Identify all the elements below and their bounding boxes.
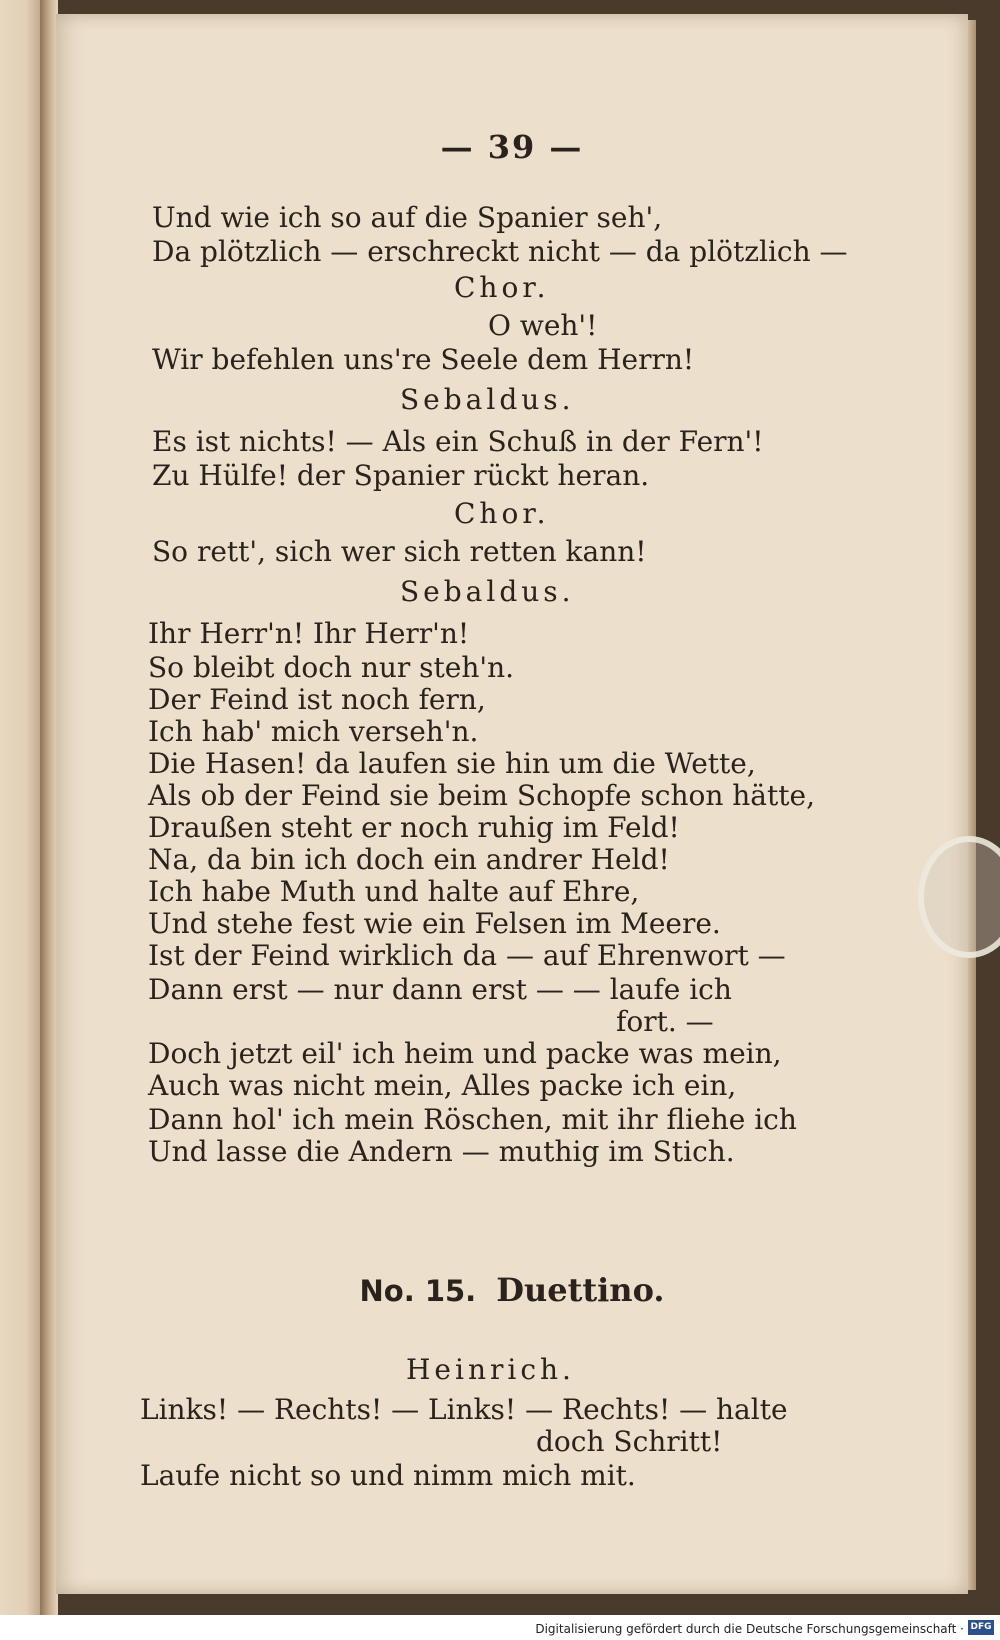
verse-line: Zu Hülfe! der Spanier rückt heran. [152,459,650,492]
verse-line: Dann hol' ich mein Röschen, mit ihr fliehe ich [148,1103,797,1136]
speaker-name: Sebaldus. [400,383,575,416]
page-text [56,14,968,1594]
verse-line: Und wie ich so auf die Spanier seh', [152,201,663,234]
section-number: No. 15. [359,1274,477,1308]
page-number: — 39 — [440,128,584,166]
facing-page-edge [0,0,44,1615]
verse-line: Als ob der Feind sie beim Schopfe schon hätte, [148,779,815,812]
verse-line: Laufe nicht so und nimm mich mit. [140,1459,636,1492]
verse-line: fort. — [616,1005,714,1038]
speaker-name: Heinrich. [406,1353,575,1386]
dfg-logo: DFG [968,1620,994,1635]
verse-line: Draußen steht er noch ruhig im Feld! [148,811,680,844]
verse-line: Wir befehlen uns're Seele dem Herrn! [152,343,695,376]
verse-line: Na, da bin ich doch ein andrer Held! [148,843,670,876]
verse-line: Da plötzlich — erschreckt nicht — da plötzlich — [152,235,848,268]
verse-line: So bleibt doch nur steh'n. [148,651,515,684]
speaker-name: Chor. [454,497,550,530]
verse-line: Es ist nichts! — Als ein Schuß in der Fern'! [152,425,764,458]
verse-line: Ich hab' mich verseh'n. [148,715,479,748]
verse-line: doch Schritt! [536,1425,723,1458]
verse-line: O weh'! [488,309,598,342]
speaker-name: Chor. [454,271,550,304]
verse-line: Ich habe Muth und halte auf Ehre, [148,875,640,908]
section-heading [56,1271,968,1309]
verse-line: Dann erst — nur dann erst — — laufe ich [148,973,732,1006]
verse-line: Der Feind ist noch fern, [148,683,486,716]
verse-line: So rett', sich wer sich retten kann! [152,535,647,568]
verse-line: Die Hasen! da laufen sie hin um die Wette, [148,747,756,780]
book-page [56,14,968,1594]
section-title: Duettino. [496,1271,665,1309]
verse-line: Auch was nicht mein, Alles packe ich ein, [148,1069,737,1102]
speaker-name: Sebaldus. [400,575,575,608]
verse-line: Links! — Rechts! — Links! — Rechts! — halte [140,1393,788,1426]
verse-line: Und lasse die Andern — muthig im Stich. [148,1135,735,1168]
verse-line: Ihr Herr'n! Ihr Herr'n! [148,617,470,650]
verse-line: Ist der Feind wirklich da — auf Ehrenwort — [148,939,786,972]
verse-line: Doch jetzt eil' ich heim und packe was mein, [148,1037,782,1070]
verse-line: Und stehe fest wie ein Felsen im Meere. [148,907,721,940]
funding-credit: Digitalisierung gefördert durch die Deutsche Forschungsgemeinschaft · [535,1622,964,1636]
